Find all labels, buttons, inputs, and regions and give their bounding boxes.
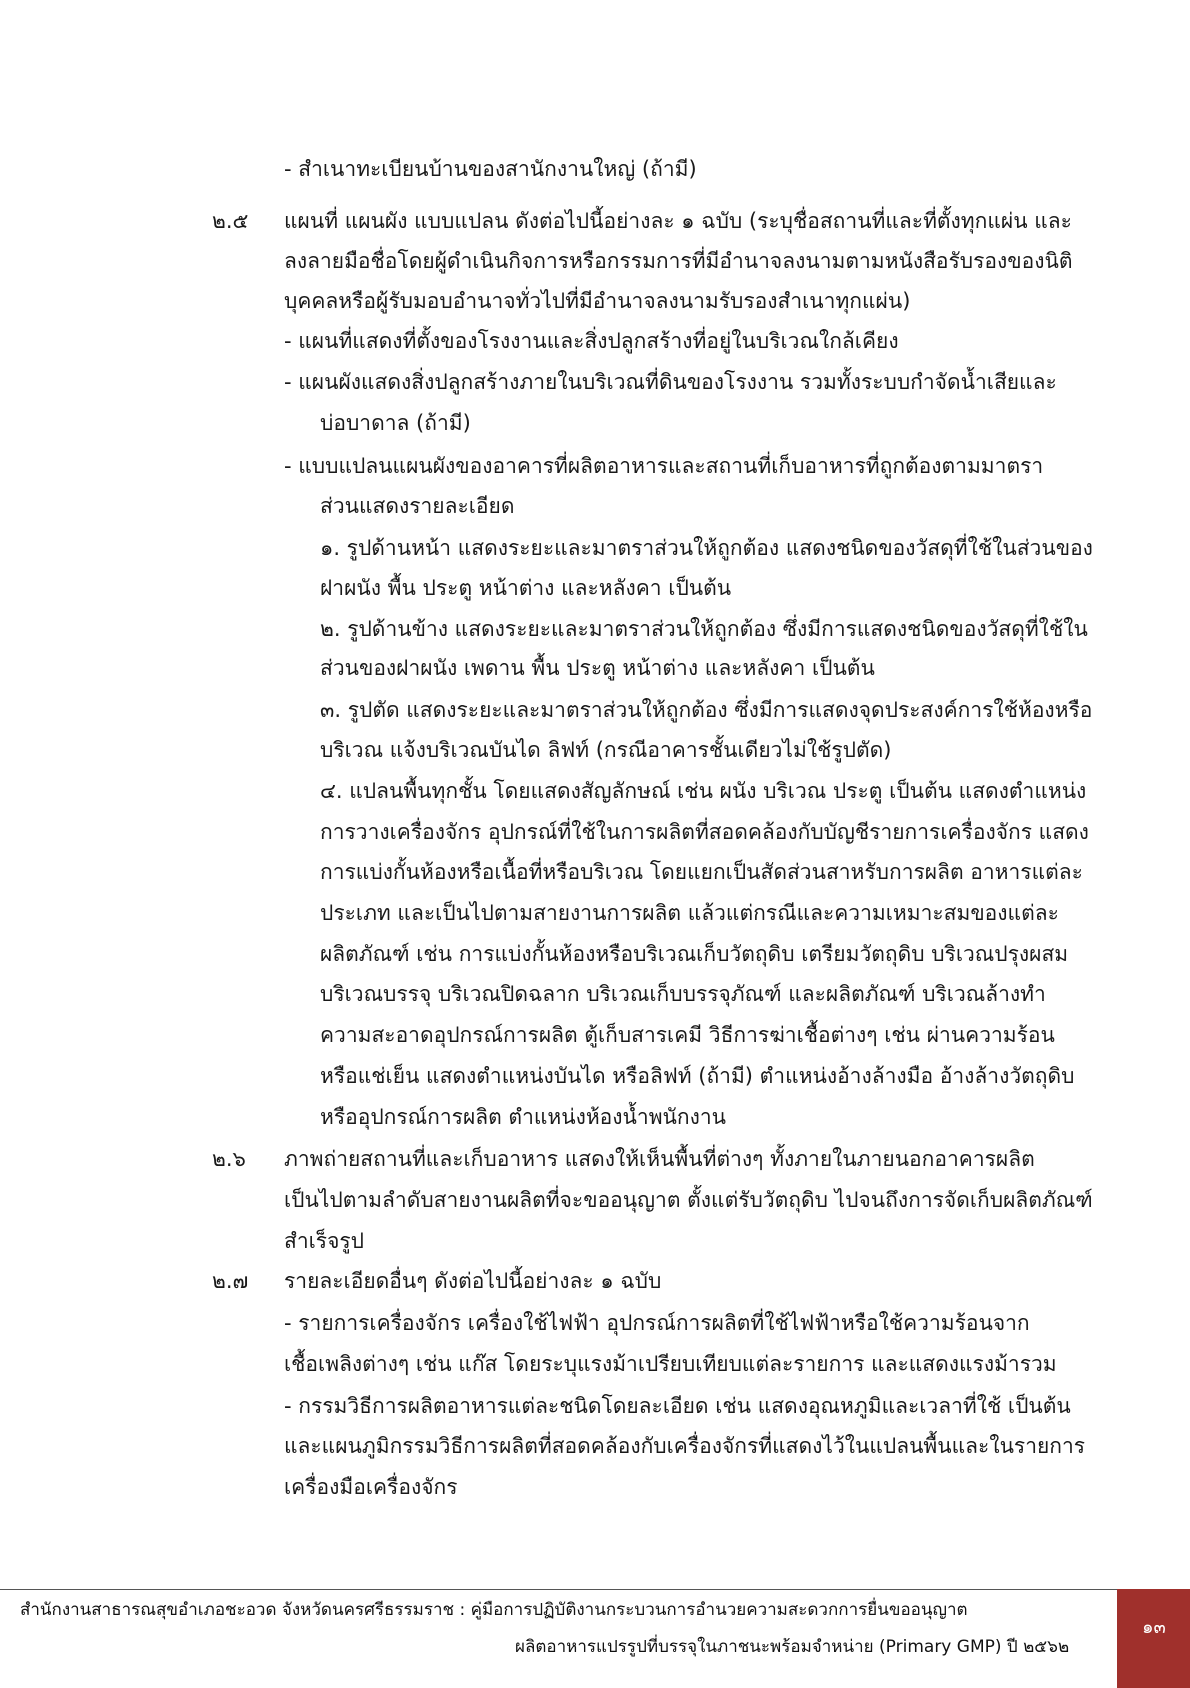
text-line: ๓. รูปตัด แสดงระยะและมาตราส่วนให้ถูกต้อง ซึ่งมีการแสดงจุดประสงค์การใช้ห้องหรือ bbox=[320, 698, 1093, 722]
footer-line-1: สำนักงานสาธารณสุขอำเภอชะอวด จังหวัดนครศรีธรรมราช : คู่มือการปฏิบัติงานกระบวนการอำนวยความสะดวกการยื่นขออนุญาต bbox=[20, 1600, 968, 1620]
page-number: ๑๓ bbox=[1142, 1617, 1166, 1638]
text-line: - แผนที่แสดงที่ตั้งของโรงงานและสิ่งปลูกสร้างที่อยู่ในบริเวณใกล้เคียง bbox=[284, 329, 899, 353]
text-line: สำเร็จรูป bbox=[284, 1229, 364, 1253]
text-line: - แบบแปลนแผนผังของอาคารที่ผลิตอาหารและสถานที่เก็บอาหารที่ถูกต้องตามมาตรา bbox=[284, 454, 1044, 478]
text-line: ประเภท และเป็นไปตามสายงานการผลิต แล้วแต่กรณีและความเหมาะสมของแต่ละ bbox=[320, 901, 1059, 925]
text-line: การวางเครื่องจักร อุปกรณ์ที่ใช้ในการผลิตที่สอดคล้องกับบัญชีรายการเครื่องจักร แสดง bbox=[320, 820, 1089, 844]
text-line: - รายการเครื่องจักร เครื่องใช้ไฟฟ้า อุปกรณ์การผลิตที่ใช้ไฟฟ้าหรือใช้ความร้อนจาก bbox=[284, 1311, 1030, 1335]
text-line: ความสะอาดอุปกรณ์การผลิต ตู้เก็บสารเคมี วิธีการฆ่าเชื้อต่างๆ เช่น ผ่านความร้อน bbox=[320, 1023, 1055, 1047]
text-line: ๔. แปลนพื้นทุกชั้น โดยแสดงสัญลักษณ์ เช่น ผนัง บริเวณ ประตู เป็นต้น แสดงตำแหน่ง bbox=[320, 779, 1087, 803]
text-line: เครื่องมือเครื่องจักร bbox=[284, 1475, 458, 1499]
text-line: ฝาผนัง พื้น ประตู หน้าต่าง และหลังคา เป็นต้น bbox=[320, 576, 732, 600]
footer-divider bbox=[0, 1589, 1117, 1590]
text-line: ๑. รูปด้านหน้า แสดงระยะและมาตราส่วนให้ถูกต้อง แสดงชนิดของวัสดุที่ใช้ในส่วนของ bbox=[320, 536, 1093, 560]
section-number: ๒.๕ bbox=[212, 209, 249, 233]
text-line: บุคคลหรือผู้รับมอบอำนาจทั่วไปที่มีอำนาจลงนามรับรองสำเนาทุกแผ่น) bbox=[284, 289, 911, 313]
text-line: บริเวณบรรจุ บริเวณปิดฉลาก บริเวณเก็บบรรจุภัณฑ์ และผลิตภัณฑ์ บริเวณล้างทำ bbox=[320, 982, 1046, 1006]
text-line: - สำเนาทะเบียนบ้านของสานักงานใหญ่ (ถ้ามี) bbox=[284, 157, 697, 181]
text-line: ๒. รูปด้านข้าง แสดงระยะและมาตราส่วนให้ถูกต้อง ซึ่งมีการแสดงชนิดของวัสดุที่ใช้ใน bbox=[320, 617, 1088, 641]
text-line: ผลิตภัณฑ์ เช่น การแบ่งกั้นห้องหรือบริเวณเก็บวัตถุดิบ เตรียมวัตถุดิบ บริเวณปรุงผสม bbox=[320, 942, 1069, 966]
text-line: ส่วนแสดงรายละเอียด bbox=[320, 494, 515, 518]
text-line: แผนที่ แผนผัง แบบแปลน ดังต่อไปนี้อย่างละ ๑ ฉบับ (ระบุชื่อสถานที่และที่ตั้งทุกแผ่น และ bbox=[284, 209, 1072, 233]
text-line: ภาพถ่ายสถานที่และเก็บอาหาร แสดงให้เห็นพื้นที่ต่างๆ ทั้งภายในภายนอกอาคารผลิต bbox=[284, 1147, 1035, 1171]
text-line: การแบ่งกั้นห้องหรือเนื้อที่หรือบริเวณ โดยแยกเป็นสัดส่วนสาหรับการผลิต อาหารแต่ละ bbox=[320, 860, 1083, 884]
text-line: ส่วนของฝาผนัง เพดาน พื้น ประตู หน้าต่าง และหลังคา เป็นต้น bbox=[320, 656, 875, 680]
section-number: ๒.๗ bbox=[212, 1269, 249, 1293]
text-line: เชื้อเพลิงต่างๆ เช่น แก๊ส โดยระบุแรงม้าเปรียบเทียบแต่ละรายการ และแสดงแรงม้ารวม bbox=[284, 1352, 1057, 1376]
text-line: บริเวณ แจ้งบริเวณบันได ลิฟท์ (กรณีอาคารชั้นเดียวไม่ใช้รูปตัด) bbox=[320, 738, 892, 762]
text-line: - แผนผังแสดงสิ่งปลูกสร้างภายในบริเวณที่ดินของโรงงาน รวมทั้งระบบกำจัดน้ำเสียและ bbox=[284, 370, 1057, 394]
text-line: ลงลายมือชื่อโดยผู้ดำเนินกิจการหรือกรรมการที่มีอำนาจลงนามตามหนังสือรับรองของนิติ bbox=[284, 249, 1073, 273]
text-line: - กรรมวิธีการผลิตอาหารแต่ละชนิดโดยละเอียด เช่น แสดงอุณหภูมิและเวลาที่ใช้ เป็นต้น bbox=[284, 1394, 1071, 1418]
text-line: หรืออุปกรณ์การผลิต ตำแหน่งห้องน้ำพนักงาน bbox=[320, 1105, 727, 1129]
section-number: ๒.๖ bbox=[212, 1147, 246, 1171]
text-line: หรือแช่เย็น แสดงตำแหน่งบันได หรือลิฟท์ (ถ้ามี) ตำแหน่งอ้างล้างมือ อ้างล้างวัตถุดิบ bbox=[320, 1064, 1075, 1088]
text-line: รายละเอียดอื่นๆ ดังต่อไปนี้อย่างละ ๑ ฉบับ bbox=[284, 1269, 662, 1293]
text-line: บ่อบาดาล (ถ้ามี) bbox=[320, 411, 471, 435]
footer-line-2: ผลิตอาหารแปรรูปที่บรรจุในภาชนะพร้อมจำหน่าย (Primary GMP) ปี ๒๕๖๒ bbox=[515, 1637, 1070, 1657]
text-line: และแผนภูมิกรรมวิธีการผลิตที่สอดคล้องกับเครื่องจักรที่แสดงไว้ในแปลนพื้นและในรายการ bbox=[284, 1434, 1086, 1458]
text-line: เป็นไปตามลำดับสายงานผลิตที่จะขออนุญาต ตั้งแต่รับวัตถุดิบ ไปจนถึงการจัดเก็บผลิตภัณฑ์ bbox=[284, 1188, 1093, 1212]
